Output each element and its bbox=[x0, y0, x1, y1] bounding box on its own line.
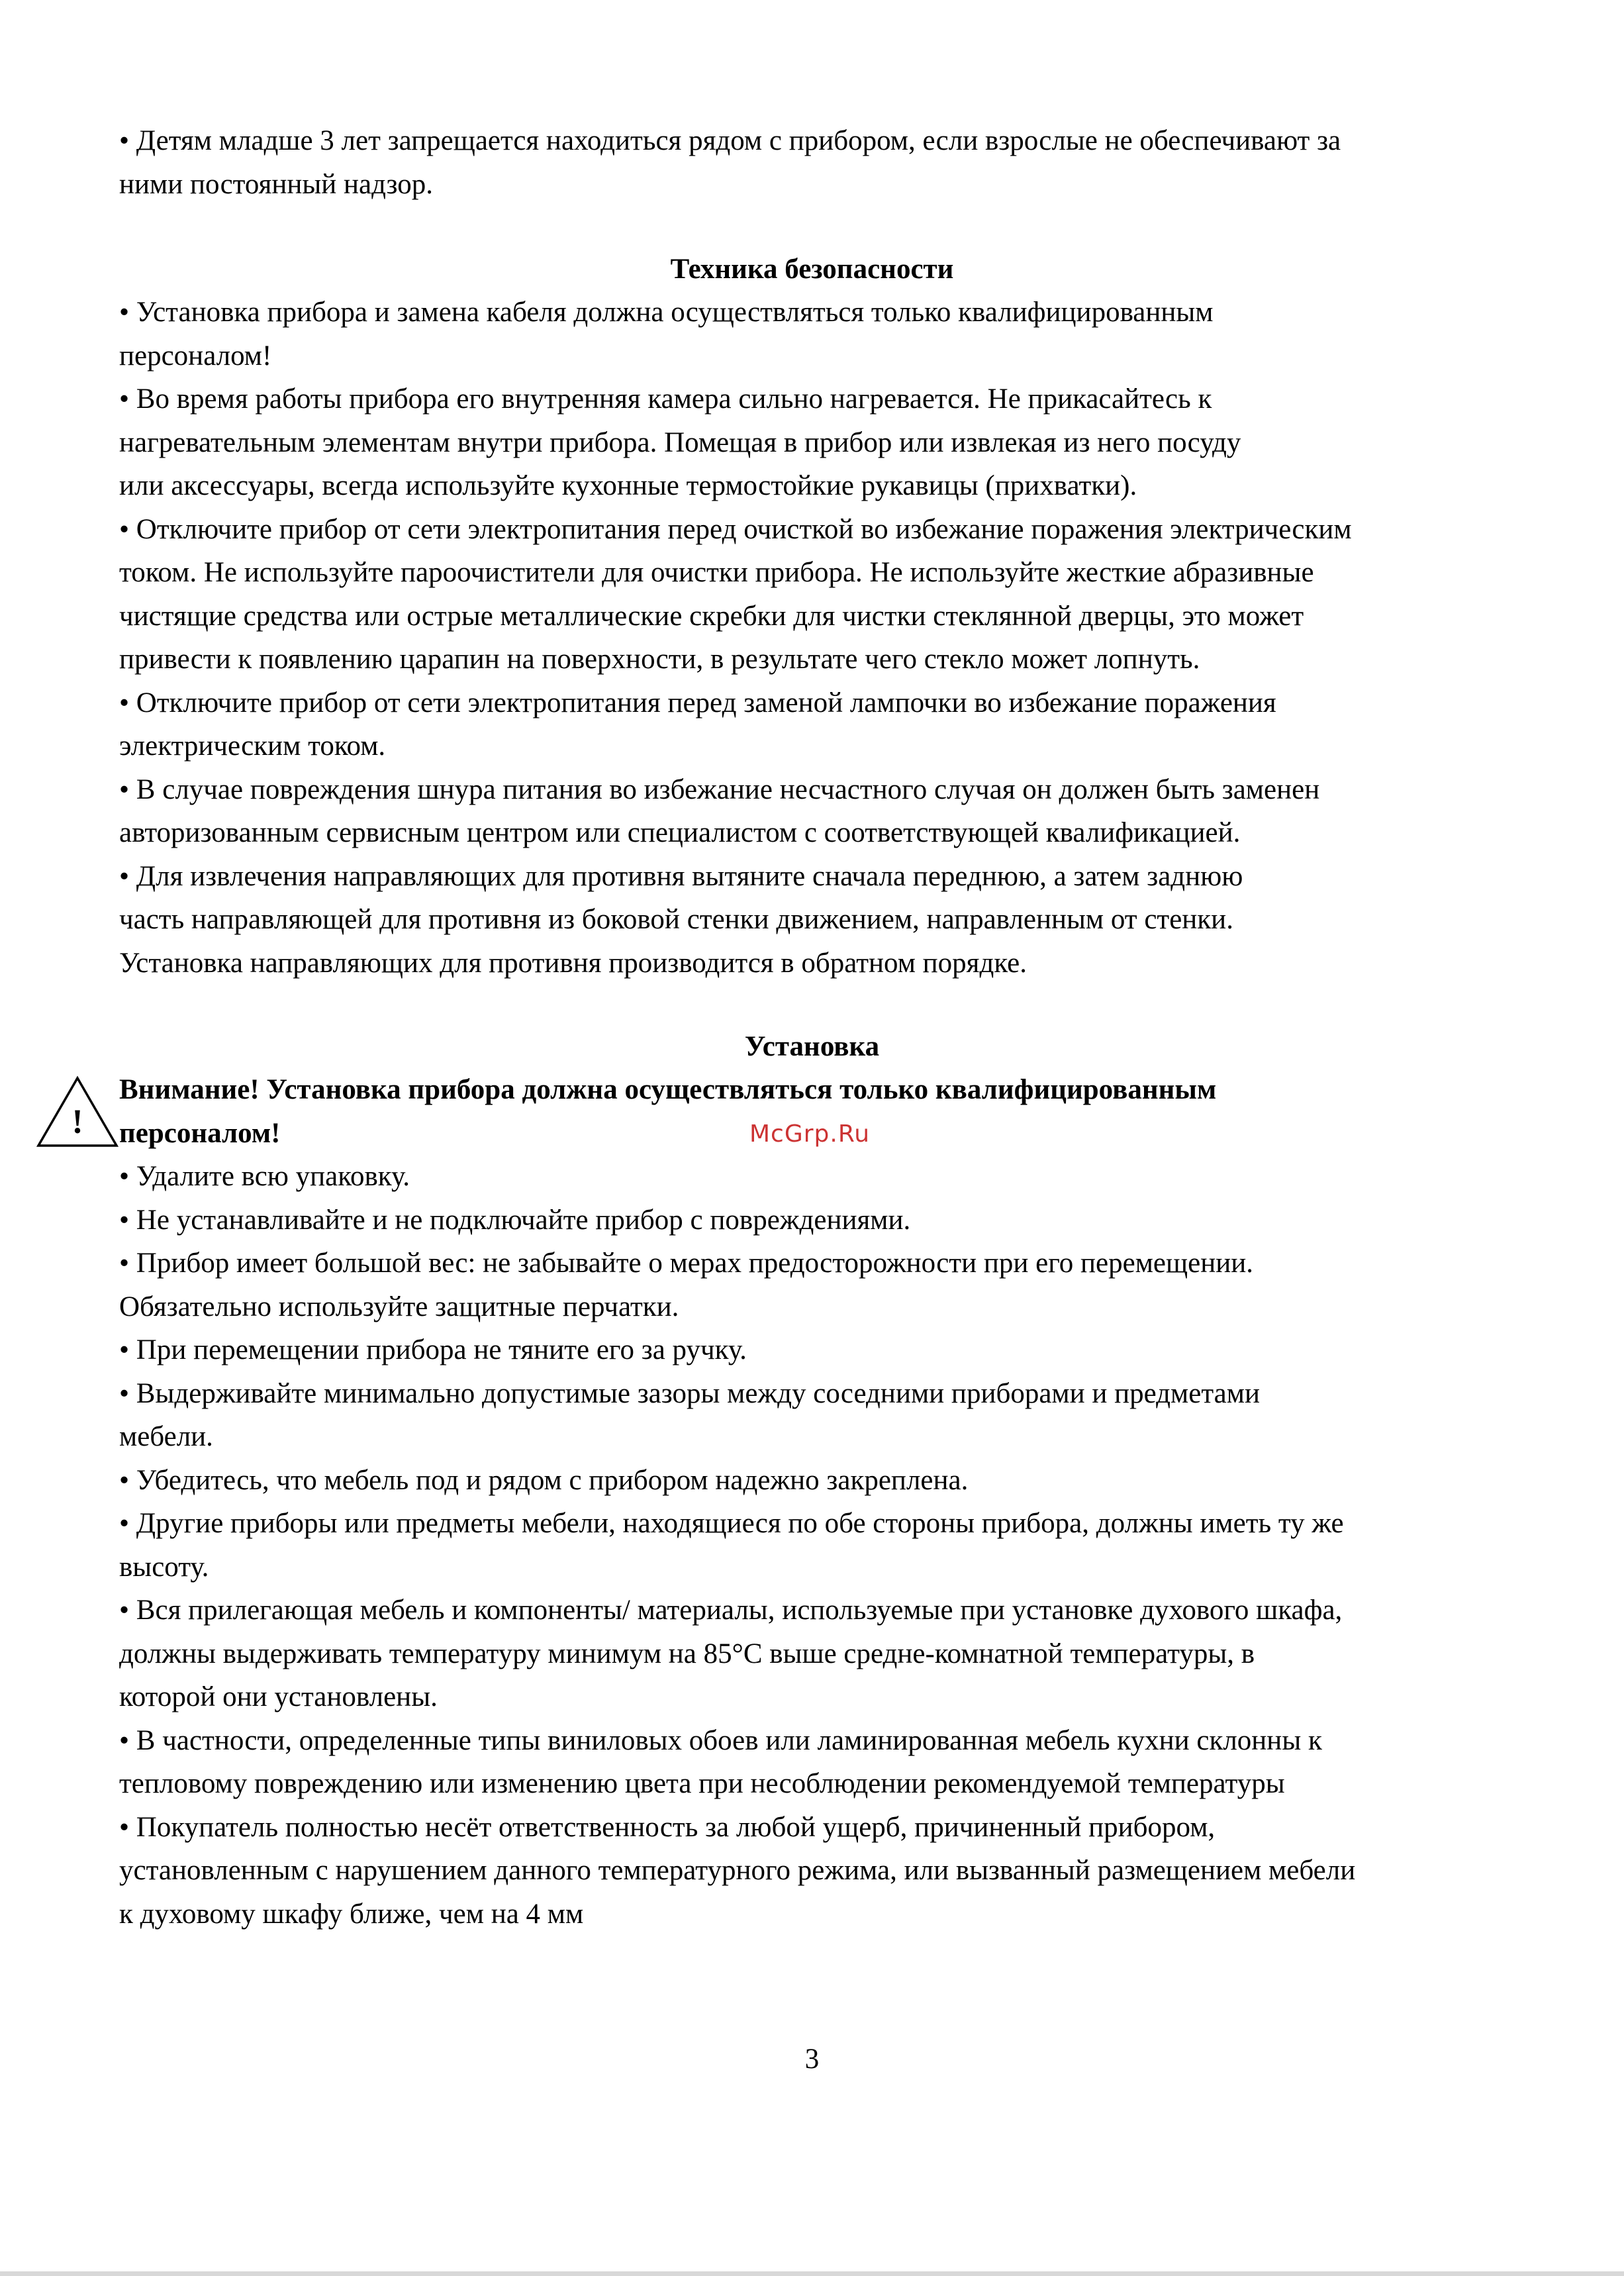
installation-heading: Установка bbox=[744, 1031, 880, 1062]
installation-line: • Покупатель полностью несёт ответственность за любой ущерб, причиненный прибором, bbox=[119, 1811, 1216, 1843]
safety-line: • Отключите прибор от сети электропитания перед заменой лампочки во избежание поражения bbox=[119, 687, 1276, 718]
safety-line: током. Не используйте пароочистители для очистки прибора. Не используйте жесткие абразивные bbox=[119, 557, 1314, 588]
installation-line: высоту. bbox=[119, 1551, 209, 1583]
warning-line: персоналом! bbox=[119, 1117, 281, 1149]
intro-paragraph bbox=[119, 119, 1509, 206]
installation-line: • Убедитесь, что мебель под и рядом с прибором надежно закреплена. bbox=[119, 1464, 969, 1496]
safety-line: персоналом! bbox=[119, 340, 272, 371]
installation-line: установленным с нарушением данного температурного режима, или вызванный размещением мебели bbox=[119, 1855, 1356, 1886]
installation-section bbox=[119, 1155, 1509, 1936]
bottom-edge-divider bbox=[0, 2271, 1624, 2276]
safety-line: • Отключите прибор от сети электропитания перед очисткой во избежание поражения электрическим bbox=[119, 513, 1352, 545]
safety-line: • Для извлечения направляющих для противня вытяните сначала переднюю, а затем заднюю bbox=[119, 860, 1243, 892]
installation-line: тепловому повреждению или изменению цвета при несоблюдении рекомендуемой температуры bbox=[119, 1768, 1285, 1799]
installation-line: должны выдерживать температуру минимум на 85°С выше средне-комнатной температуры, в bbox=[119, 1638, 1255, 1669]
installation-line: Обязательно используйте защитные перчатки. bbox=[119, 1291, 679, 1322]
intro-line: ними постоянный надзор. bbox=[119, 168, 434, 200]
installation-line: • При перемещении прибора не тяните его за ручку. bbox=[119, 1334, 747, 1365]
installation-line: • Вся прилегающая мебель и компоненты/ материалы, используемые при установке духового шкафа, bbox=[119, 1595, 1343, 1626]
installation-line: которой они установлены. bbox=[119, 1681, 438, 1712]
installation-line: • В частности, определенные типы виниловых обоев или ламинированная мебель кухни склонны к bbox=[119, 1724, 1322, 1756]
warning-triangle-icon bbox=[34, 1074, 120, 1150]
installation-line: • Не устанавливайте и не подключайте прибор с повреждениями. bbox=[119, 1204, 911, 1236]
safety-line: или аксессуары, всегда используйте кухонные термостойкие рукавицы (прихватки). bbox=[119, 470, 1137, 501]
installation-line: • Удалите всю упаковку. bbox=[119, 1161, 410, 1192]
safety-heading: Техника безопасности bbox=[670, 254, 954, 285]
warning-icon-glyph: ! bbox=[72, 1103, 83, 1141]
installation-line: • Выдерживайте минимально допустимые зазоры между соседними приборами и предметами bbox=[119, 1377, 1260, 1409]
safety-line: авторизованным сервисным центром или специалистом с соответствующей квалификацией. bbox=[119, 817, 1241, 848]
safety-line: электрическим током. bbox=[119, 730, 386, 762]
safety-line: • Установка прибора и замена кабеля должна осуществляться только квалифицированным bbox=[119, 297, 1214, 328]
page-number: 3 bbox=[804, 2044, 820, 2075]
safety-line: чистящие средства или острые металлические скребки для чистки стеклянной дверцы, это может bbox=[119, 600, 1304, 632]
safety-section bbox=[119, 291, 1509, 985]
intro-line: • Детям младше 3 лет запрещается находиться рядом с прибором, если взрослые не обеспечивают за bbox=[119, 125, 1341, 156]
installation-line: мебели. bbox=[119, 1421, 213, 1452]
safety-line: Установка направляющих для противня производится в обратном порядке. bbox=[119, 947, 1027, 979]
safety-line: нагревательным элементам внутри прибора. Помещая в прибор или извлекая из него посуду bbox=[119, 426, 1241, 458]
safety-line: • В случае повреждения шнура питания во избежание несчастного случая он должен быть заменен bbox=[119, 773, 1320, 805]
safety-line: часть направляющей для противня из боковой стенки движением, направленным от стенки. bbox=[119, 904, 1233, 935]
watermark-text: McGrp.Ru bbox=[749, 1120, 871, 1148]
safety-line: • Во время работы прибора его внутренняя камера сильно нагревается. Не прикасайтесь к bbox=[119, 383, 1212, 415]
safety-line: привести к появлению царапин на поверхности, в результате чего стекло может лопнуть. bbox=[119, 644, 1200, 675]
installation-line: • Прибор имеет большой вес: не забывайте о мерах предосторожности при его перемещении. bbox=[119, 1248, 1253, 1279]
installation-line: к духовому шкафу ближе, чем на 4 мм bbox=[119, 1898, 584, 1930]
warning-line: Внимание! Установка прибора должна осуществляться только квалифицированным bbox=[119, 1074, 1217, 1105]
installation-line: • Другие приборы или предметы мебели, находящиеся по обе стороны прибора, должны иметь ту же bbox=[119, 1508, 1344, 1539]
